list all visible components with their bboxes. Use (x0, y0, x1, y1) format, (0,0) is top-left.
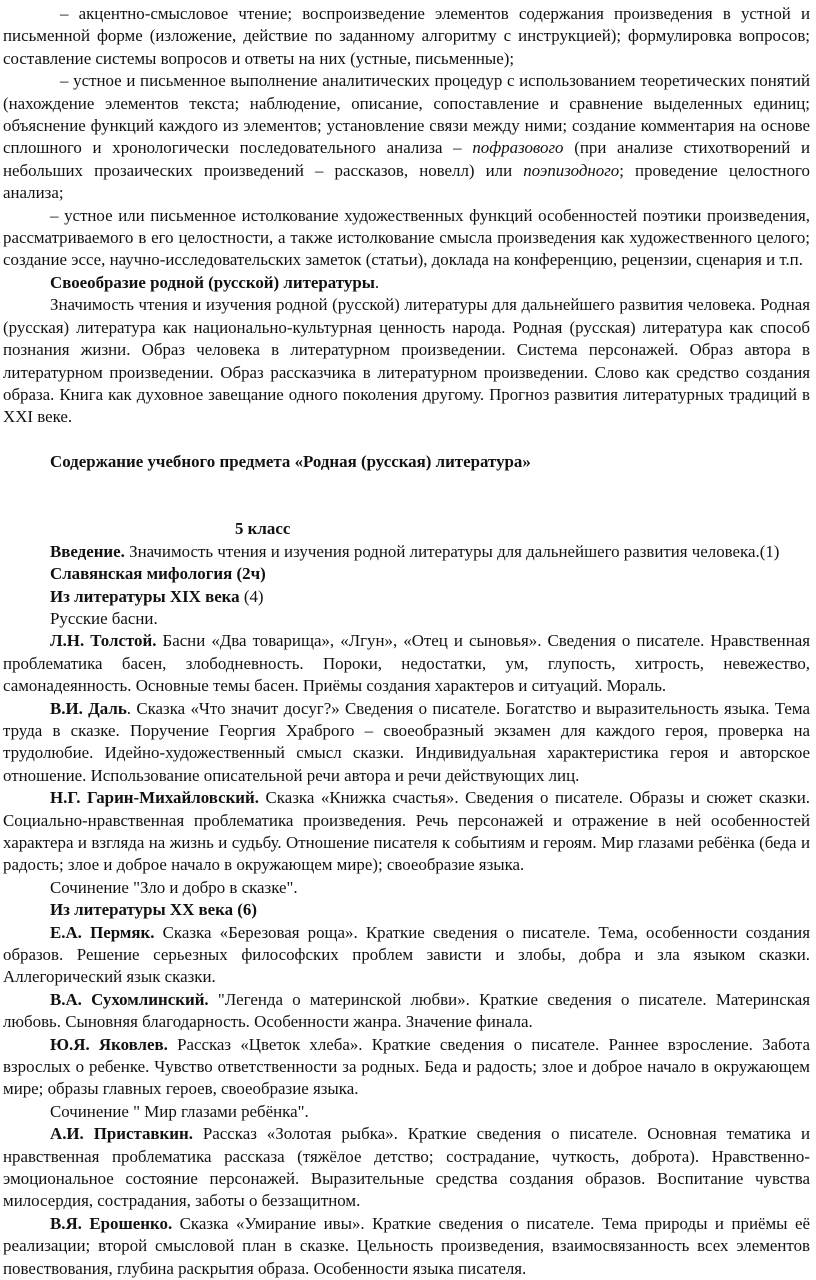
paragraph-garin-mikhailovsky (3, 787, 810, 877)
spacer (3, 474, 810, 496)
paragraph-accent-reading (3, 3, 810, 70)
fables-title (3, 608, 810, 630)
section-heading-xix (3, 586, 810, 608)
section-heading-xx (3, 899, 810, 921)
italic-term: пофразового (472, 138, 564, 158)
author-label: Л.Н. Толстой. (50, 631, 157, 651)
author-label: В.И. Даль (50, 698, 127, 718)
paragraph-text: – устное и письменное выполнение аналитических процедур с использованием теоретических понятий (нахождение элементов текста; наблюдение, описание, сопоставление и сравнение выделенных единиц; объяснение функций каждого из элементов; установление связи между ними; создание комментария на основе сплошного и хронологически последовательного анализа – (3, 71, 810, 158)
author-label: Ю.Я. Яковлев. (50, 1034, 168, 1054)
paragraph-text: Значимость чтения и изучения родной литературы для дальнейшего развития человека.(1) (124, 541, 780, 561)
paragraph-text: . Сказка «Что значит досуг?» Сведения о писателе. Богатство и выразительность языка. Тема труда в сказке. Поручение Георгия Храброго – своеобразный экзамен для каждого героя, проверка на трудолюбие. Идейно-художественный смысл сказки. Индивидуальная характеристика героя и авторское отношение. Использование описательной речи автора и речи действующих лиц. (3, 698, 810, 785)
author-label: В.Я. Ерошенко. (50, 1213, 173, 1233)
paragraph-text: ; проведение целостного анализа; (3, 160, 810, 203)
italic-term: поэпизодного (523, 160, 620, 180)
paragraph-dal (3, 698, 810, 788)
paragraph-analytical-procedures (3, 70, 810, 204)
author-label: Е.А. Пермяк. (50, 922, 155, 942)
author-label: А.И. Приставкин. (50, 1124, 193, 1144)
heading-text: Славянская мифология (2ч) (50, 564, 266, 584)
grade-text: 5 класс (235, 519, 291, 539)
spacer (3, 496, 810, 518)
paragraph-text: "Легенда о материнской любви». Краткие сведения о писателе. Материнская любовь. Сыновняя благодарность. Особенности жанра. Значение финала. (3, 989, 811, 1032)
paragraph-eroshenko (3, 1213, 810, 1280)
bold-label: Введение. (50, 541, 125, 561)
paragraph-permyak (3, 922, 810, 989)
paragraph-introduction (3, 541, 810, 563)
section-heading-slavic (3, 563, 810, 585)
paragraph-text: Сказка «Книжка счастья». Сведения о писателе. Образы и сюжет сказки. Социально-нравственная проблематика произведения. Речь персонажей и отражение в ней особенностей характера и взгляда на жизнь и судьбу. Отношение писателя к событиям и героям. Мир глазами ребёнка (беда и радость; злое и доброе начало в окружающем мире); своеобразие языка. (3, 788, 810, 875)
paragraph-sukhomlinsky (3, 989, 810, 1034)
paragraph-text: – устное или письменное истолкование художественных функций особенностей поэтики произведения, рассматриваемого в его целостности, а также истолкование смысла произведения как художественного целого; создание эссе, научно-исследовательских заметок (статьи), доклада на конференцию, рецензии, сценария и т.п. (3, 205, 810, 270)
paragraph-text: Рассказ «Золотая рыбка». Краткие сведения о писателе. Основная тематика и нравственная проблематика рассказа (тяжёлое детство; сострадание, чуткость, доброта). Нравственно-эмоциональное состояние персонажей. Выразительные средства создания образов. Воспитание чувства милосердия, сострадания, заботы о беззащитном. (3, 1124, 810, 1211)
heading-text: Своеобразие родной (русской) литературы (50, 272, 375, 292)
paragraph-text: Значимость чтения и изучения родной (русской) литературы для дальнейшего развития человека. Родная (русская) литература как национально-культурная ценность народа. Родная (русская) литература как способ познания жизни. Образ человека в литературном произведении. Система персонажей. Образ автора в литературном произведении. Образ рассказчика в литературном произведении. Слово как средство создания образа. Книга как духовное завещание одного поколения другому. Прогноз развития литературных традиций в XXI веке. (3, 295, 810, 427)
section-heading-originality (3, 272, 810, 294)
author-label: Н.Г. Гарин-Михайловский. (50, 788, 259, 808)
author-label: В.А. Сухомлинский. (50, 989, 209, 1009)
heading-text: Из литературы XX века (6) (50, 900, 257, 920)
essay-topic-1 (3, 877, 810, 899)
paragraph-pristavkin (3, 1123, 810, 1213)
paragraph-text: Басни «Два товарища», «Лгун», «Отец и сыновья». Сведения о писателе. Нравственная проблематика басен, злободневность. Пороки, недостатки, ум, глупость, хитрость, невежество, самонадеянность. Основные темы басен. Приёмы создания характеров и ситуаций. Мораль. (3, 631, 810, 696)
paragraph-text: Русские басни. (50, 608, 158, 628)
paragraph-yakovlev (3, 1034, 810, 1101)
heading-hours: (4) (239, 586, 264, 606)
heading-text: Из литературы XIX века (50, 586, 240, 606)
paragraph-text: – акцентно-смысловое чтение; воспроизведение элементов содержания произведения в устной и письменной форме (изложение, действие по заданному алгоритму с инструкцией); формулировка вопросов; составление системы вопросов и ответы на них (устные, письменные); (3, 4, 810, 68)
essay-topic-2 (3, 1101, 810, 1123)
paragraph-text: Сказка «Березовая роща». Краткие сведения о писателе. Тема, особенности создания образов. Решение серьезных философских проблем зависти и злобы, добра и зла языком сказки. Аллегорический язык сказки. (3, 922, 810, 987)
spacer (3, 429, 810, 451)
paragraph-text: Сочинение "Зло и добро в сказке". (50, 877, 298, 897)
section-heading-content (3, 451, 810, 473)
heading-text: Содержание учебного предмета «Родная (русская) литература» (50, 452, 531, 472)
paragraph-text: Рассказ «Цветок хлеба». Краткие сведения о писателе. Раннее взросление. Забота взрослых о ребенке. Чувство ответственности за родных. Беда и радость; злое и доброе начало в окружающем мире; образы главных героев, своеобразие языка. (3, 1034, 810, 1099)
paragraph-significance (3, 294, 810, 428)
paragraph-text: Сказка «Умирание ивы». Краткие сведения о писателе. Тема природы и приёмы её реализации; второй смысловой план в сказке. Цельность произведения, взаимосвязанность всех элементов повествования, глубина раскрытия образа. Особенности языка писателя. (3, 1213, 810, 1278)
heading-dot: . (374, 272, 380, 292)
grade-heading (3, 518, 810, 540)
paragraph-text: Сочинение " Мир глазами ребёнка". (50, 1101, 309, 1121)
paragraph-interpretation (3, 205, 810, 272)
paragraph-text: (при анализе стихотворений и небольших прозаических произведений – рассказов, новелл) или (3, 138, 810, 180)
paragraph-tolstoy (3, 630, 810, 697)
